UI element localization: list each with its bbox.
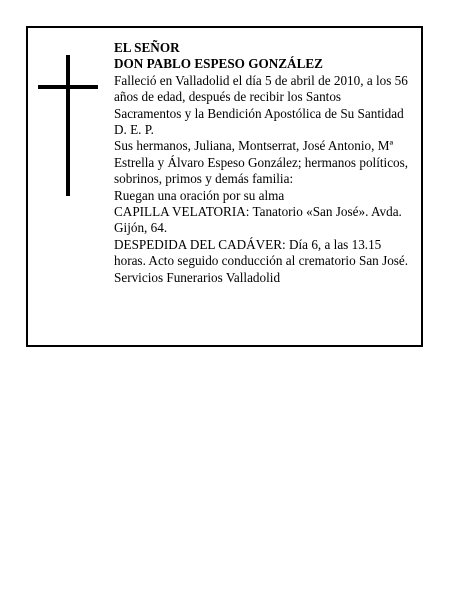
notice-line: Falleció en Valladolid el día 5 de abril de 2010, a los 56 [114, 72, 408, 88]
deceased-name: DON PABLO ESPESO GONZÁLEZ [114, 56, 323, 72]
notice-heading: EL SEÑOR [114, 40, 180, 55]
notice-line: años de edad, después de recibir los Santos [114, 89, 342, 105]
obituary-text [114, 40, 420, 286]
obituary-notice [26, 26, 423, 347]
cross-vertical-bar [66, 55, 70, 196]
notice-line: Estrella y Álvaro Espeso González; hermanos políticos, [114, 154, 409, 170]
notice-line: Ruegan una oración por su alma [114, 187, 285, 203]
notice-line: Servicios Funerarios Valladolid [114, 269, 281, 285]
notice-line: CAPILLA VELATORIA: Tanatorio «San José». Avda. [114, 204, 402, 220]
notice-line: Sacramentos y la Bendición Apostólica de Su Santidad [114, 105, 404, 121]
notice-line: DESPEDIDA DEL CADÁVER: Día 6, a las 13.15 [114, 236, 382, 252]
notice-line: horas. Acto seguido conducción al crematorio San José. [114, 253, 409, 269]
notice-line: sobrinos, primos y demás familia: [114, 171, 294, 187]
notice-line: Gijón, 64. [114, 220, 168, 236]
notice-line: Sus hermanos, Juliana, Montserrat, José Antonio, Mª [114, 138, 394, 154]
notice-line: D. E. P. [114, 122, 154, 138]
cross-horizontal-bar [38, 85, 98, 89]
